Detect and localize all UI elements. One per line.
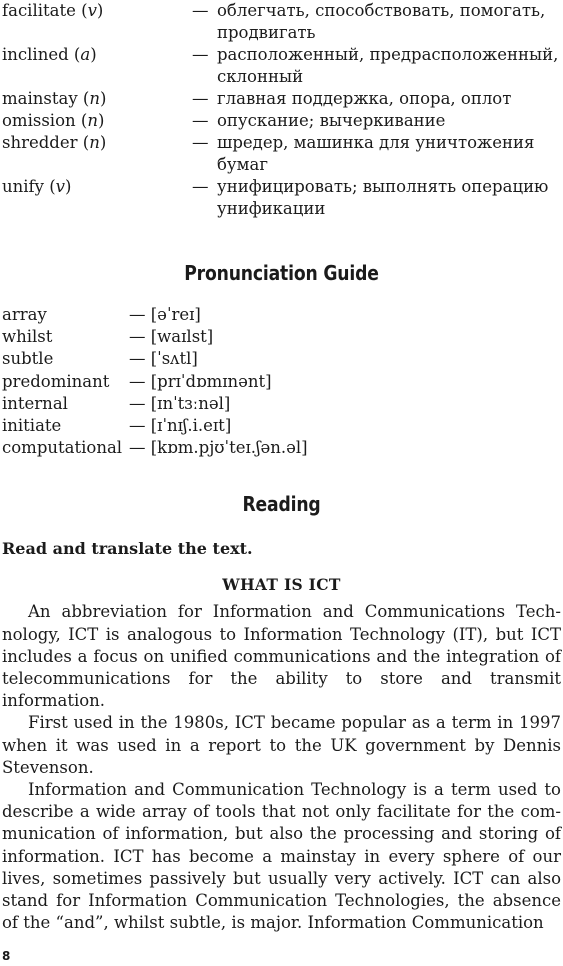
pronunciation-word: whilst [2,327,53,347]
vocabulary-dash: — [192,1,209,20]
vocabulary-definition: расположенный, предрасположенный, склонный [217,45,559,86]
vocabulary-definition: унифицировать; выполнять операцию унификации [217,177,549,218]
vocabulary-dash: — [192,89,209,108]
vocabulary-term: unify (v) [2,177,72,196]
pronunciation-transcription: — [ɪnˈtɜːnəl] [129,393,231,413]
pronunciation-entry [2,393,561,415]
pronunciation-transcription: — [ˈsʌtl] [129,349,198,369]
text-paragraph: First used in the 1980s, ICT became popular as a term in 1997 when it was used in a report to the UK government by Dennis Stevenson. [2,713,561,777]
pronunciation-transcription: — [ɪˈnɪʃ.i.eɪt] [129,416,232,436]
pronunciation-entry [2,371,561,393]
vocabulary-dash: — [192,133,209,152]
vocabulary-dash: — [192,177,209,196]
reading-heading: Reading [242,492,321,517]
vocabulary-term: omission (n) [2,111,105,130]
pronunciation-word: subtle [2,349,54,369]
vocabulary-term: inclined (a) [2,45,97,64]
text-body [2,601,561,934]
pronunciation-transcription: — [kɒm.pjʊˈteɪ.ʃən.əl] [129,438,308,458]
pronunciation-entry [2,348,561,370]
vocabulary-entry [2,176,561,220]
vocabulary-entry [2,0,561,44]
text-paragraph: An abbreviation for Information and Communications Technology, ICT is analogous to Information Technology (IT), but ICT includes a focus on unified communications and the integration of telecommunications for the ability to store and transmit information. [2,602,561,711]
pronunciation-entry [2,326,561,348]
pronunciation-entry [2,304,561,326]
vocabulary-definition: главная поддержка, опора, оплот [217,89,512,108]
vocabulary-entry [2,44,561,88]
pronunciation-word: internal [2,393,68,413]
vocabulary-dash: — [192,111,209,130]
pronunciation-entry [2,415,561,437]
pronunciation-transcription: — [prɪˈdɒmɪnənt] [129,371,272,391]
pronunciation-word: predominant [2,371,110,391]
pronunciation-word: array [2,305,47,324]
text-paragraph: Information and Communication Technology is a term used to describe a wide array of tools that not only facilitate for the communication of information, but also the processing and storing of information. ICT has become a mainstay in every sphere of our lives, sometimes passively but usually very actively. ICT can also stand for Information Communication Technologies, the absence of the “and”, whilst subtle, is major. Information Communication [2,780,561,933]
pronunciation-word: initiate [2,416,62,436]
pronunciation-entry [2,437,561,459]
pronunciation-heading: Pronunciation Guide [184,261,379,285]
vocabulary-definition: шредер, машинка для уничтожения бумаг [217,133,535,174]
vocabulary-entry [2,88,561,110]
pronunciation-list [2,304,561,459]
text-title: WHAT IS ICT [222,575,341,595]
page-number: 8 [2,949,11,963]
vocabulary-dash: — [192,45,209,64]
reading-instruction: Read and translate the text. [2,539,253,559]
pronunciation-transcription: — [əˈreɪ] [129,305,201,324]
vocabulary-list [2,0,561,220]
vocabulary-term: shredder (n) [2,133,107,152]
pronunciation-transcription: — [waɪlst] [129,327,214,347]
pronunciation-word: computational [2,438,123,458]
vocabulary-entry [2,132,561,176]
vocabulary-definition: опускание; вычеркивание [217,111,446,130]
vocabulary-term: facilitate (v) [2,1,104,20]
textbook-page [2,0,561,934]
vocabulary-term: mainstay (n) [2,89,107,108]
vocabulary-definition: облегчать, способствовать, помогать, продвигать [217,1,546,42]
vocabulary-entry [2,110,561,132]
